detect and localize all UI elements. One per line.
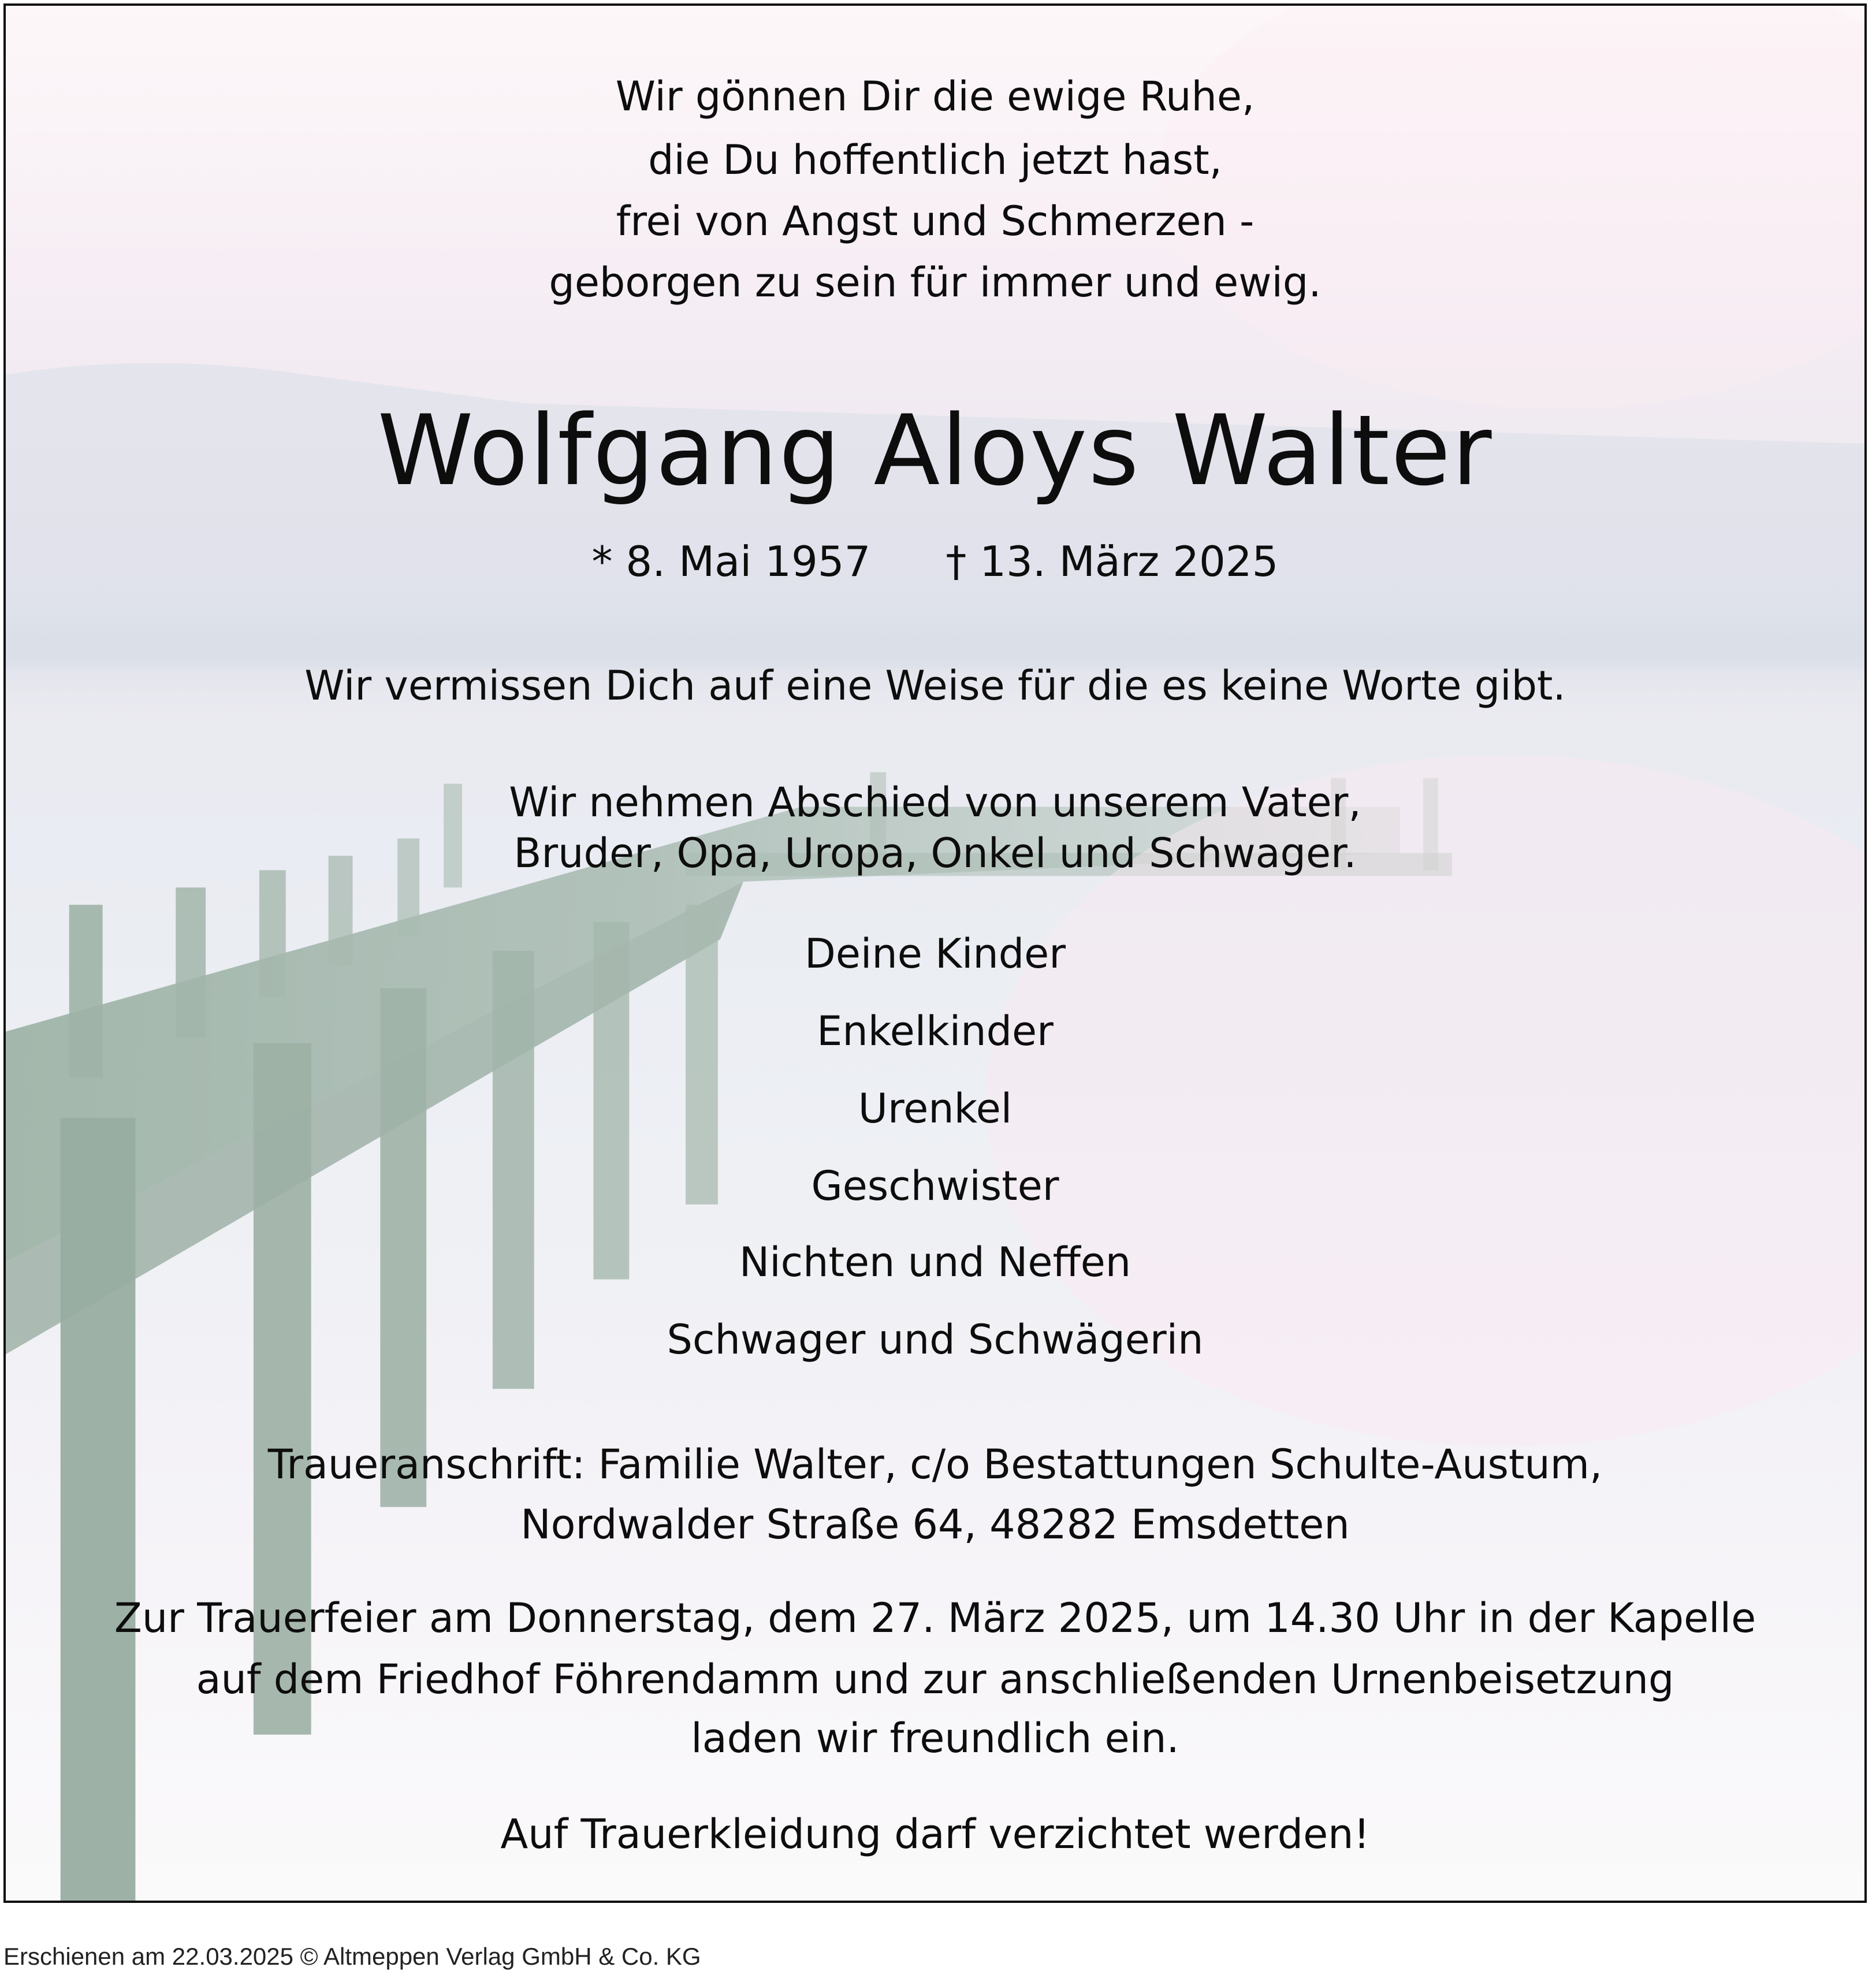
- obituary-notice: [3, 3, 1867, 1903]
- publication-footer: Erschienen am 22.03.2025 © Altmeppen Verlag GmbH & Co. KG: [3, 1943, 701, 1970]
- notice-text: [6, 6, 1864, 1901]
- verse-line: die Du hoffentlich jetzt hast,: [648, 136, 1222, 184]
- ceremony-line: auf dem Friedhof Föhrendamm und zur anschließenden Urnenbeisetzung: [196, 1656, 1674, 1703]
- verse-line: geborgen zu sein für immer und ewig.: [549, 259, 1322, 306]
- address-line: Traueranschrift: Familie Walter, c/o Bestattungen Schulte-Austum,: [267, 1441, 1603, 1488]
- message-line: Wir vermissen Dich auf eine Weise für die es keine Worte gibt.: [304, 662, 1566, 709]
- mourner-entry: Deine Kinder: [804, 930, 1066, 977]
- mourner-entry: Urenkel: [858, 1085, 1013, 1132]
- ceremony-line: Zur Trauerfeier am Donnerstag, dem 27. März 2025, um 14.30 Uhr in der Kapelle: [114, 1594, 1756, 1642]
- death-date: † 13. März 2025: [946, 537, 1279, 586]
- life-dates: [6, 537, 1864, 586]
- mourner-entry: Geschwister: [811, 1162, 1059, 1210]
- birth-date: * 8. Mai 1957: [591, 537, 871, 586]
- farewell-line: Bruder, Opa, Uropa, Onkel und Schwager.: [513, 830, 1357, 877]
- mourner-entry: Schwager und Schwägerin: [667, 1316, 1204, 1363]
- mourner-entry: Nichten und Neffen: [739, 1239, 1131, 1286]
- mourner-entry: Enkelkinder: [817, 1007, 1054, 1055]
- ceremony-line: laden wir freundlich ein.: [691, 1715, 1179, 1762]
- verse-line: Wir gönnen Dir die ewige Ruhe,: [615, 73, 1255, 120]
- dress-code-note: Auf Trauerkleidung darf verzichtet werden!: [500, 1810, 1370, 1858]
- verse-line: frei von Angst und Schmerzen -: [616, 198, 1255, 245]
- farewell-line: Wir nehmen Abschied von unserem Vater,: [509, 779, 1361, 826]
- address-line: Nordwalder Straße 64, 48282 Emsdetten: [520, 1501, 1350, 1548]
- deceased-name: Wolfgang Aloys Walter: [377, 394, 1493, 507]
